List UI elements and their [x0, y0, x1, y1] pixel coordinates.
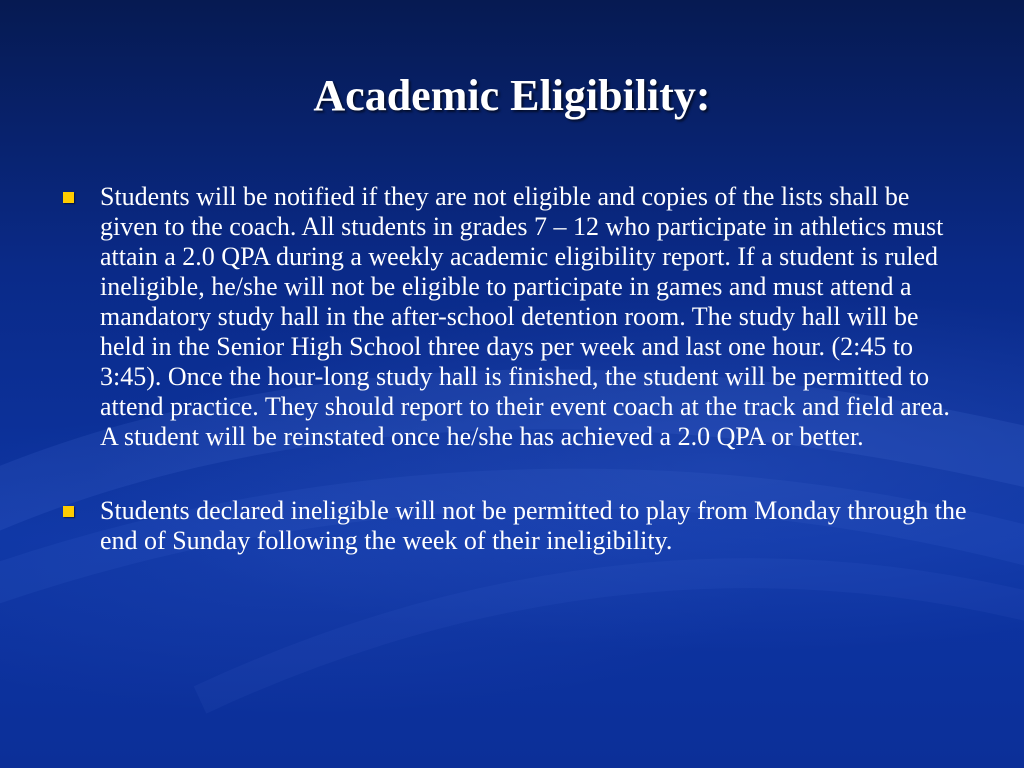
- bullet-text: Students will be notified if they are not eligible and copies of the lists shall be given to the coach. All students in grades 7 – 12 who participate in athletics must attain a 2.0 QPA during a weekly academic eligibility report. If a student is ruled ineligible, he/she will not be eligible to participate in games and must attend a mandatory study hall in the after-school detention room. The study hall will be held in the Senior High School three days per week and last one hour. (2:45 to 3:45). Once the hour-long study hall is finished, the student will be permitted to attend practice. They should report to their event coach at the track and field area. A student will be reinstated once he/she has achieved a 2.0 QPA or better.: [100, 182, 950, 451]
- square-bullet-icon: [63, 192, 74, 203]
- bullet-list: [58, 182, 968, 600]
- bullet-text: Students declared ineligible will not be permitted to play from Monday through the end of Sunday following the week of their ineligibility.: [100, 496, 967, 555]
- list-item: [58, 182, 968, 452]
- square-bullet-icon: [63, 506, 74, 517]
- list-item: [58, 496, 968, 556]
- slide-title: Academic Eligibility:: [313, 71, 711, 120]
